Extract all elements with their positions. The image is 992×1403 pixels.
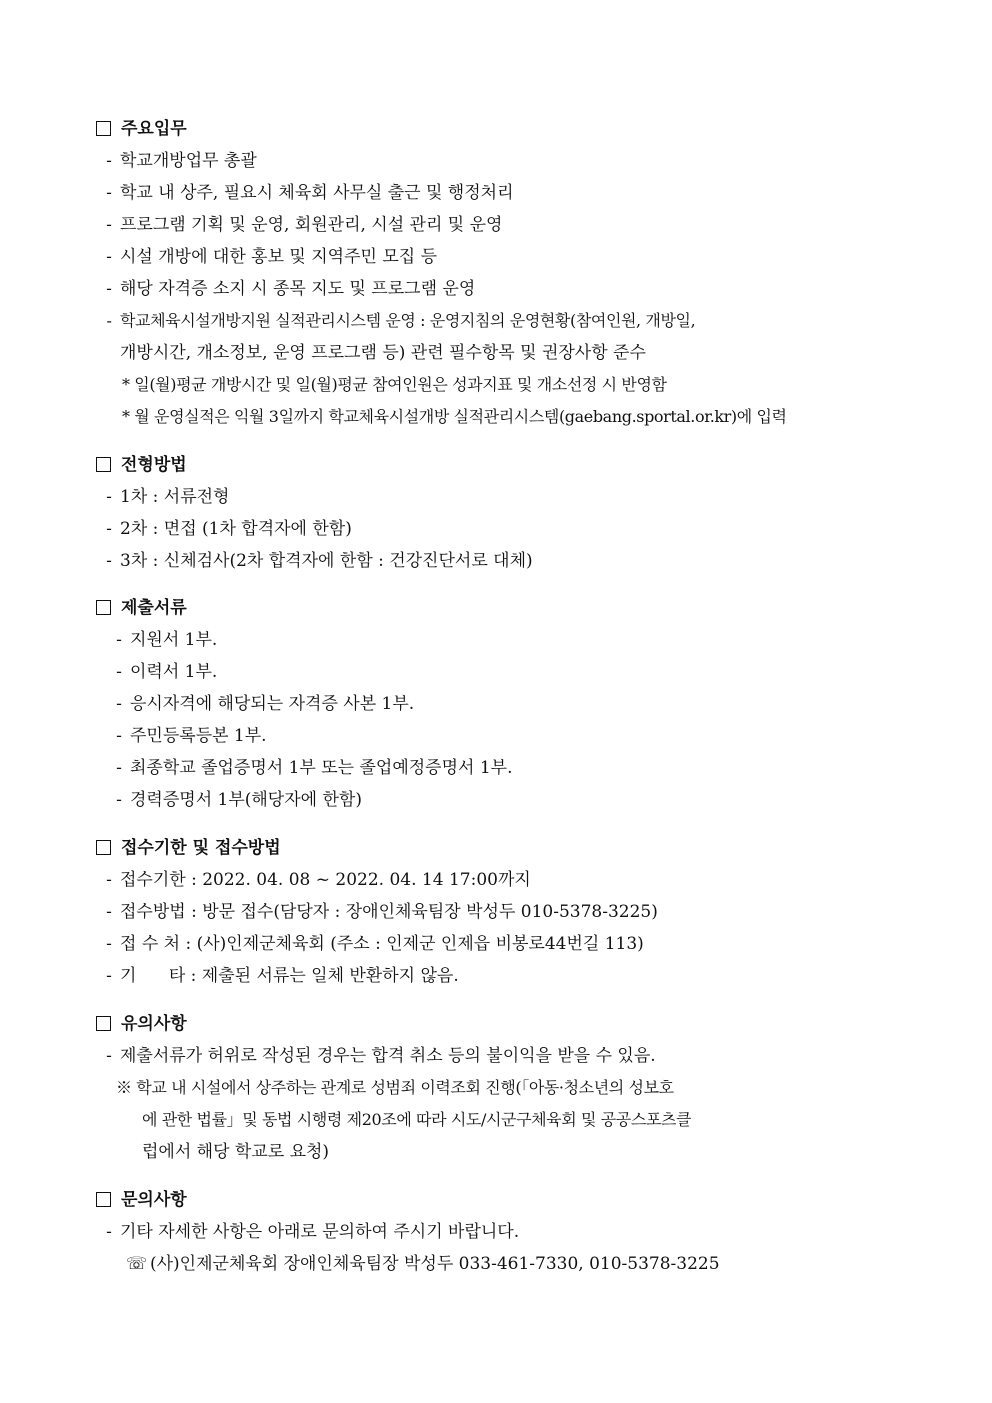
list-item: - 최종학교 졸업증명서 1부 또는 졸업예정증명서 1부. bbox=[116, 758, 513, 778]
list-item: - 주민등록등본 1부. bbox=[116, 726, 267, 746]
list-item: - 학교개방업무 총괄 bbox=[106, 151, 257, 171]
note-line: * 일(월)평균 개방시간 및 일(월)평균 참여인원은 성과지표 및 개소선정 시 반영함 bbox=[122, 375, 667, 394]
list-item: - 3차 : 신체검사(2차 합격자에 한함 : 건강진단서로 대체) bbox=[106, 551, 533, 571]
list-item: - 시설 개방에 대한 홍보 및 지역주민 모집 등 bbox=[106, 247, 438, 267]
list-item: - 이력서 1부. bbox=[116, 662, 218, 682]
list-item: - 기 타 : 제출된 서류는 일체 반환하지 않음. bbox=[106, 966, 459, 986]
checkbox-square-icon bbox=[96, 457, 111, 472]
section-title: 문의사항 bbox=[96, 1184, 916, 1216]
contact-line: ☏ (사)인제군체육회 장애인체육팀장 박성두 033-461-7330, 010-5378-3225 bbox=[96, 1248, 916, 1280]
telephone-icon: ☏ bbox=[126, 1254, 148, 1274]
list-item: - 학교 내 상주, 필요시 체육회 사무실 출근 및 행정처리 bbox=[106, 183, 514, 203]
checkbox-square-icon bbox=[96, 1192, 111, 1207]
list-item: - 접 수 처 : (사)인제군체육회 (주소 : 인제군 인제읍 비봉로44번길 113) bbox=[106, 934, 644, 954]
checkbox-square-icon bbox=[96, 1016, 111, 1031]
checkbox-square-icon bbox=[96, 600, 111, 615]
list-item: - 기타 자세한 사항은 아래로 문의하여 주시기 바랍니다. bbox=[106, 1222, 520, 1242]
list-item: - 1차 : 서류전형 bbox=[106, 487, 230, 507]
list-item: - 제출서류가 허위로 작성된 경우는 합격 취소 등의 불이익을 받을 수 있음. bbox=[106, 1046, 656, 1066]
list-item: - 해당 자격증 소지 시 종목 지도 및 프로그램 운영 bbox=[106, 279, 476, 299]
section-title: 주요입무 bbox=[96, 113, 916, 145]
list-item-continuation: 개방시간, 개소정보, 운영 프로그램 등) 관련 필수항목 및 권장사항 준수 bbox=[120, 343, 646, 363]
note-line: * 월 운영실적은 익월 3일까지 학교체육시설개방 실적관리시스템(gaebang.sportal.or.kr)에 입력 bbox=[122, 407, 787, 426]
list-item: - 지원서 1부. bbox=[116, 630, 218, 650]
list-item: - 응시자격에 해당되는 자격증 사본 1부. bbox=[116, 694, 415, 714]
reference-note-continuation: 럽에서 해당 학교로 요청) bbox=[142, 1142, 330, 1162]
section-selection-method bbox=[96, 449, 916, 577]
section-main-duties bbox=[96, 113, 916, 433]
section-documents bbox=[96, 592, 916, 816]
list-item: - 접수기한 : 2022. 04. 08 ~ 2022. 04. 14 17:00까지 bbox=[106, 870, 531, 890]
reference-note: ※ 학교 내 시설에서 상주하는 관계로 성범죄 이력조회 진행(「아동·청소년의 성보호 bbox=[116, 1078, 674, 1097]
section-title: 전형방법 bbox=[96, 449, 916, 481]
list-item: - 접수방법 : 방문 접수(담당자 : 장애인체육팀장 박성두 010-5378-3225) bbox=[106, 902, 658, 922]
section-inquiry bbox=[96, 1184, 916, 1280]
list-item: - 학교체육시설개방지원 실적관리시스템 운영 : 운영지침의 운영현황(참여인원, 개방일, bbox=[106, 311, 696, 330]
section-title: 제출서류 bbox=[96, 592, 916, 624]
section-application bbox=[96, 832, 916, 992]
list-item: - 프로그램 기획 및 운영, 회원관리, 시설 관리 및 운영 bbox=[106, 215, 503, 235]
section-notice bbox=[96, 1008, 916, 1168]
section-title: 유의사항 bbox=[96, 1008, 916, 1040]
reference-note-continuation: 에 관한 법률」및 동법 시행령 제20조에 따라 시도/시군구체육회 및 공공스포츠클 bbox=[142, 1110, 692, 1129]
checkbox-square-icon bbox=[96, 840, 111, 855]
checkbox-square-icon bbox=[96, 121, 111, 136]
section-title: 접수기한 및 접수방법 bbox=[96, 832, 916, 864]
list-item: - 경력증명서 1부(해당자에 한함) bbox=[116, 790, 362, 810]
list-item: - 2차 : 면접 (1차 합격자에 한함) bbox=[106, 519, 352, 539]
